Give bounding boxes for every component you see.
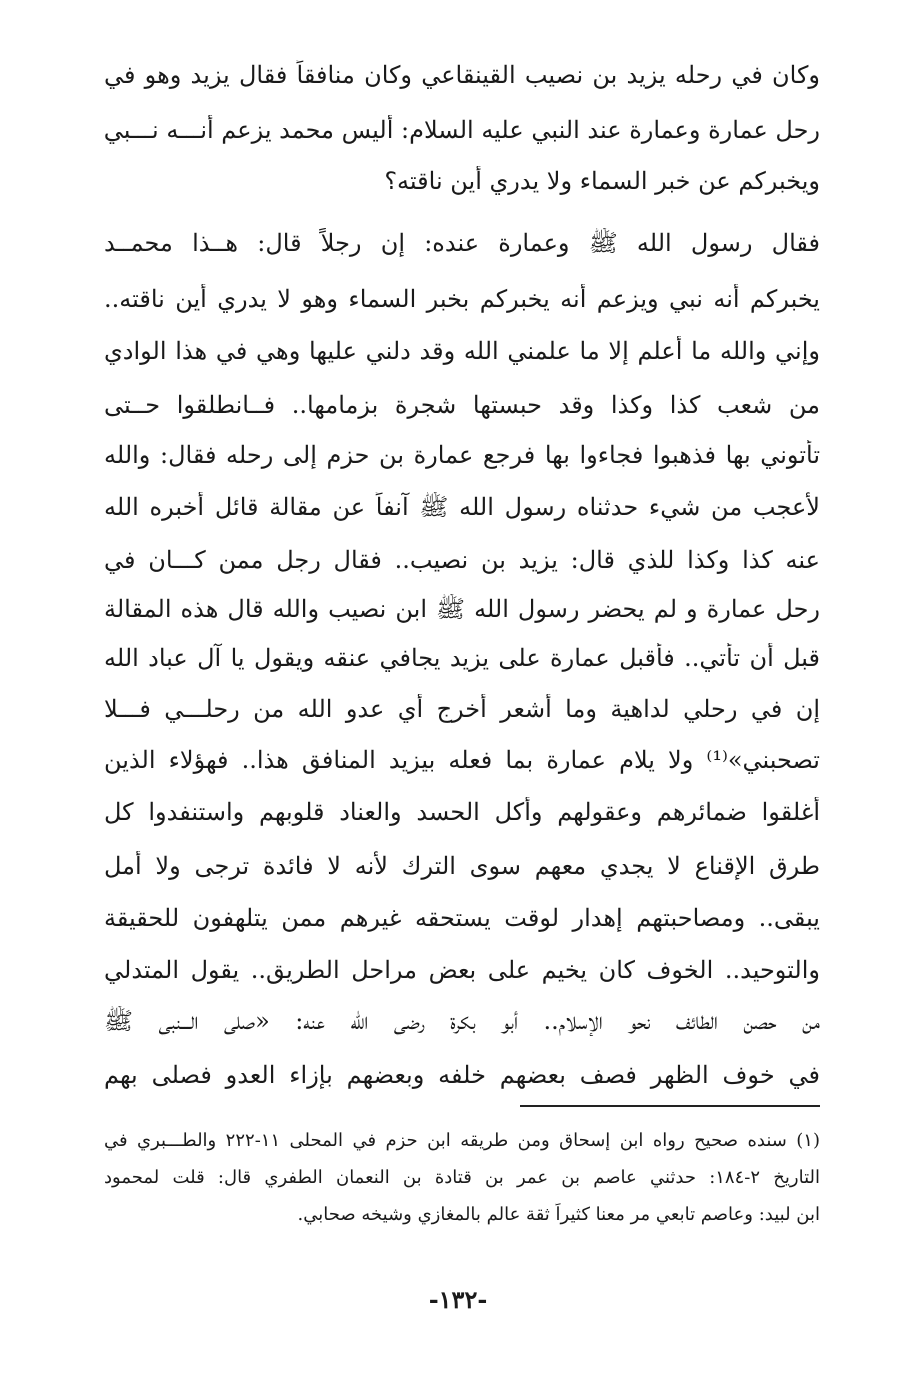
footnote-divider [520,1105,820,1107]
body-line: رحل عمارة و لم يحضر رسول الله ﷺ ابن نصيب والله قال هذه المقالة [104,595,820,623]
body-line: يخبركم أنه نبي ويزعم أنه يخبركم بخبر السماء وهو لا يدري أين ناقته.. [104,285,820,313]
body-line: أغلقوا ضمائرهم وعقولهم وأكل الحسد والعناد قلوبهم واستنفدوا كل [104,798,820,826]
body-line: تأتوني بها فذهبوا فجاءوا بها فرجع عمارة بن حزم إلى رحله فقال: والله [104,441,820,469]
footnote-line: (١) سنده صحيح رواه ابن إسحاق ومن طريقه ابن حزم في المحلى ١١-٢٢٢ والطـــبري في [104,1130,820,1151]
body-line: قبل أن تأتي.. فأقبل عمارة على يزيد يجافي عنقه ويقول يا آل عباد الله [104,644,820,672]
footnote-line: ابن لبيد: وعاصم تابعي مر معنا كثيراً ثقة عالم بالمغازي وشيخه صحابي. [297,1204,820,1225]
body-line: طرق الإقناع لا يجدي معهم سوى الترك لأنه لا فائدة ترجى ولا أمل [104,852,820,880]
body-line: فقال رسول الله ﷺ وعمارة عنده: إن رجلاً قال: هــذا محمــد [104,229,820,257]
body-line: ويخبركم عن خبر السماء ولا يدري أين ناقته؟ [384,167,820,195]
body-line: يبقى.. ومصاحبتهم إهدار لوقت يستحقه غيرهم ممن يتلهفون للحقيقة [104,904,820,932]
page-number: -١٣٢- [428,1285,488,1314]
body-line: وكان في رحله يزيد بن نصيب القينقاعي وكان منافقاً فقال يزيد وهو في [104,61,820,89]
body-line: من شعب كذا وكذا وقد حبستها شجرة بزمامها.. فــانطلقوا حــتى [104,391,820,419]
body-line: لأعجب من شيء حدثناه رسول الله ﷺ آنفاً عن مقالة قائل أخبره الله [104,493,820,521]
body-line: والتوحيد.. الخوف كان يخيم على بعض مراحل الطريق.. يقول المتدلي [104,956,820,984]
body-line: تصحبني»⁽¹⁾ ولا يلام عمارة بما فعله بيزيد المنافق هذا.. فهؤلاء الذين [104,746,820,774]
body-line: وإني والله ما أعلم إلا ما علمني الله وقد دلني عليها وهي في هذا الوادي [104,337,820,365]
footnote-line: التاريخ ٢-١٨٤: حدثني عاصم بن عمر بن قتادة بن النعمان الطفري قال: قلت لمحمود [104,1167,820,1188]
body-line: من حصن الطائف نحو الإسلام.. أبو بكرة رضي الله عنه: «صلى الـــنبي ﷺ [104,1007,820,1035]
body-line: في خوف الظهر فصف بعضهم خلفه وبعضهم بإزاء العدو فصلى بهم [104,1061,820,1089]
body-line: عنه كذا وكذا للذي قال: يزيد بن نصيب.. فقال رجل ممن كـــان في [104,546,820,574]
body-line: إن في رحلي لداهية وما أشعر أخرج أي عدو الله من رحلـــي فـــلا [104,695,820,723]
body-line: رحل عمارة وعمارة عند النبي عليه السلام: أليس محمد يزعم أنـــه نـــبي [104,116,820,144]
